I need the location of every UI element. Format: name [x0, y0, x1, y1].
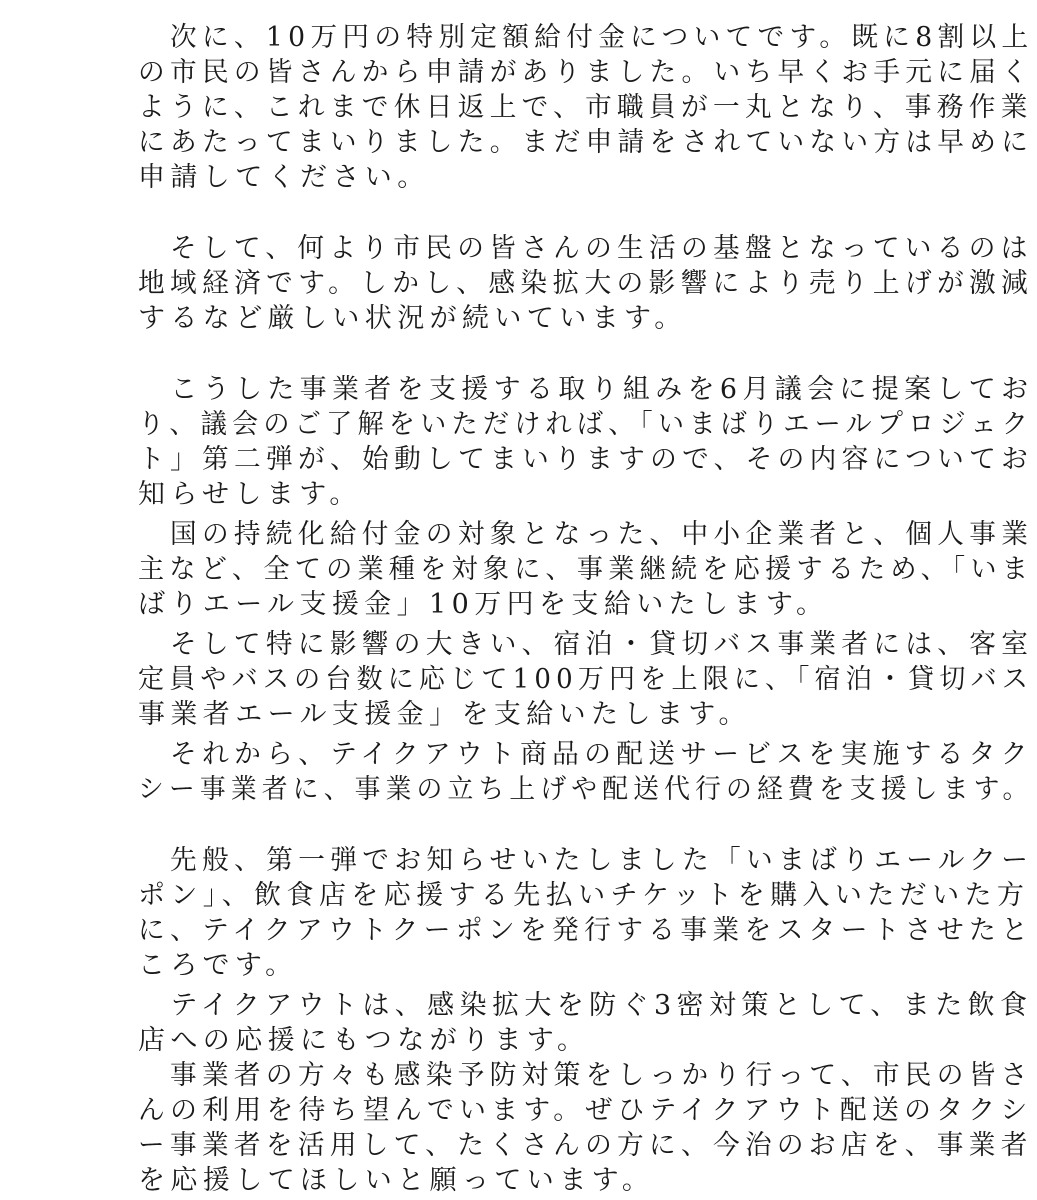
text-line: それから、テイクアウト商品の配送サービスを実施するタク	[138, 739, 1033, 770]
text-line: そして特に影響の大きい、宿泊・貸切バス事業者には、客室	[138, 629, 1034, 660]
text-line: の市民の皆さんから申請がありました。いち早くお手元に届く	[138, 57, 1034, 88]
text-line: 知らせします。	[138, 479, 362, 510]
text-line: こうした事業者を支援する取り組みを6月議会に提案してお	[138, 374, 1034, 405]
text-line: 国の持続化給付金の対象となった、中小企業者と、個人事業	[138, 519, 1034, 550]
text-line: にあたってまいりました。まだ申請をされていない方は早めに	[138, 127, 1034, 158]
text-line: ポン」、飲食店を応援する先払いチケットを購入いただいた方	[138, 880, 1030, 911]
text-line: 地域経済です。しかし、感染拡大の影響により売り上げが激減	[138, 268, 1034, 299]
text-line: 事業者エール支援金」を支給いたします。	[138, 699, 751, 730]
text-line: を応援してほしいと願っています。	[138, 1165, 655, 1196]
text-line: に、テイクアウトクーポンを発行する事業をスタートさせたと	[138, 915, 1034, 946]
text-line: ー事業者を活用して、たくさんの方に、今治のお店を、事業者	[138, 1130, 1033, 1161]
text-line: そして、何より市民の皆さんの生活の基盤となっているのは	[138, 233, 1033, 264]
text-line: シー事業者に、事業の立ち上げや配送代行の経費を支援します。	[138, 774, 1034, 805]
text-line: ように、これまで休日返上で、市職員が一丸となり、事務作業	[138, 92, 1033, 123]
text-line: ト」第二弾が、始動してまいりますので、その内容についてお	[138, 444, 1034, 475]
text-line: ころです。	[138, 950, 298, 981]
text-line: 先般、第一弾でお知らせいたしました「いまばりエールクー	[138, 845, 1034, 876]
text-line: テイクアウトは、感染拡大を防ぐ3密対策として、また飲食	[138, 990, 1033, 1021]
text-line: 申請してください。	[138, 162, 430, 193]
text-line: 主など、全ての業種を対象に、事業継続を応援するため、「いま	[138, 554, 1034, 585]
text-line: 次に、10万円の特別定額給付金についてです。既に8割以上	[138, 22, 1034, 53]
text-line: 事業者の方々も感染予防対策をしっかり行って、市民の皆さ	[138, 1060, 1033, 1091]
text-line: んの利用を待ち望んでいます。ぜひテイクアウト配送のタクシ	[138, 1095, 1033, 1126]
text-line: り、議会のご了解をいただければ、「いまばりエールプロジェク	[138, 409, 1034, 440]
text-line: ばりエール支援金」10万円を支給いたします。	[138, 589, 829, 620]
text-line: するなど厳しい状況が続いています。	[138, 303, 687, 334]
text-line: 店への応援にもつながります。	[138, 1025, 590, 1056]
text-line: 定員やバスの台数に応じて100万円を上限に、「宿泊・貸切バス	[138, 664, 1034, 695]
